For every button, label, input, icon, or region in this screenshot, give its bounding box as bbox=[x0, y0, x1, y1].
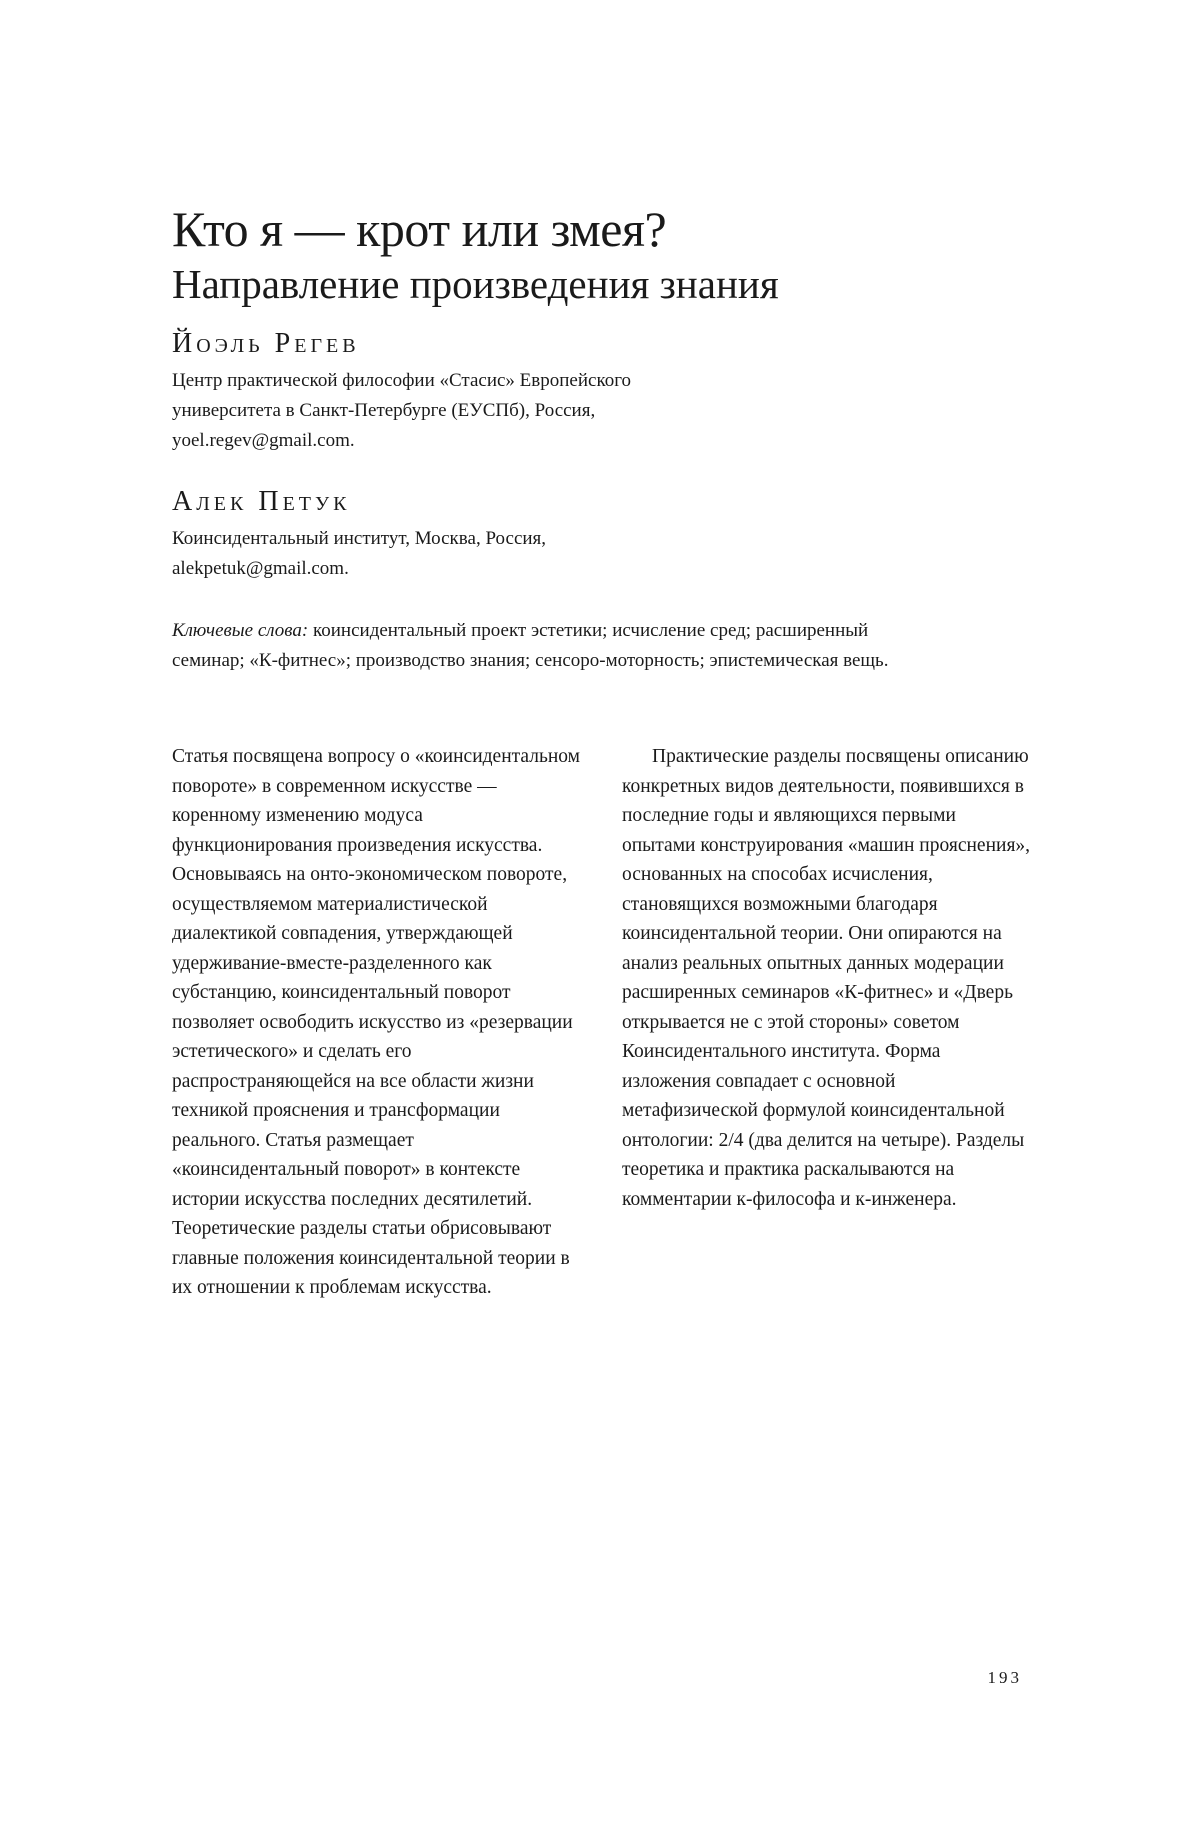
abstract-column-right bbox=[622, 742, 1032, 1303]
affiliation-line: университета в Санкт-Петербурге (ЕУСПб), Россия, bbox=[172, 400, 596, 421]
author-name: Алек Петук bbox=[172, 486, 351, 517]
abstract-paragraph: Статья посвящена вопросу о «коинсидентальном повороте» в современном искусстве — коренному изменению модуса функционирования произведения искусства. Основываясь на онто-экономическом повороте, осуществляемом материалистической диалектикой совпадения, утверждающей удерживание-вместе-разделенного как субстанцию, коинсидентальный поворот позволяет освободить искусство из «резервации эстетического» и сделать его распространяющейся на все области жизни техникой прояснения и трансформации реального. Статья размещает «коинсидентальный поворот» в контексте истории искусства последних десятилетий. Теоретические разделы статьи обрисовывают главные положения коинсидентальной теории в их отношении к проблемам искусства. bbox=[172, 746, 581, 1298]
abstract-columns bbox=[172, 742, 1032, 1303]
keywords-label: Ключевые слова: bbox=[172, 620, 309, 641]
keywords bbox=[172, 616, 892, 676]
author-block-2 bbox=[172, 484, 1032, 584]
keywords-text: коинсидентальный проект эстетики; исчисление сред; расширенный семинар; «К-фитнес»; производство знания; сенсоро-моторность; эпистемическая вещь. bbox=[172, 620, 889, 671]
author-name: Йоэль Регев bbox=[172, 328, 360, 359]
author-email[interactable]: alekpetuk@gmail.com. bbox=[172, 558, 349, 579]
affiliation-line: Центр практической философии «Стасис» Европейского bbox=[172, 370, 632, 391]
article-title: Кто я — крот или змея? bbox=[172, 201, 667, 257]
page-number: 193 bbox=[987, 1668, 1022, 1687]
author-block-1 bbox=[172, 326, 1032, 456]
author-email[interactable]: yoel.regev@gmail.com. bbox=[172, 430, 355, 451]
author-affiliation bbox=[172, 524, 792, 584]
affiliation-line: Коинсидентальный институт, Москва, Россия, bbox=[172, 528, 547, 549]
article-header bbox=[172, 200, 1032, 676]
author-affiliation bbox=[172, 366, 792, 456]
abstract-column-left bbox=[172, 742, 582, 1303]
article-subtitle: Направление произведения знания bbox=[172, 261, 779, 307]
abstract-paragraph: Практические разделы посвящены описанию конкретных видов деятельности, появившихся в последние годы и являющихся первыми опытами конструирования «машин прояснения», основанных на способах исчисления, становящихся возможными благодаря коинсидентальной теории. Они опираются на анализ реальных опытных данных модерации расширенных семинаров «К-фитнес» и «Дверь открывается не с этой стороны» советом Коинсидентального института. Форма изложения совпадает с основной метафизической формулой коинсидентальной онтологии: 2/4 (два делится на четыре). Разделы теоретика и практика раскалываются на комментарии к-философа и к-инженера. bbox=[622, 746, 1031, 1210]
